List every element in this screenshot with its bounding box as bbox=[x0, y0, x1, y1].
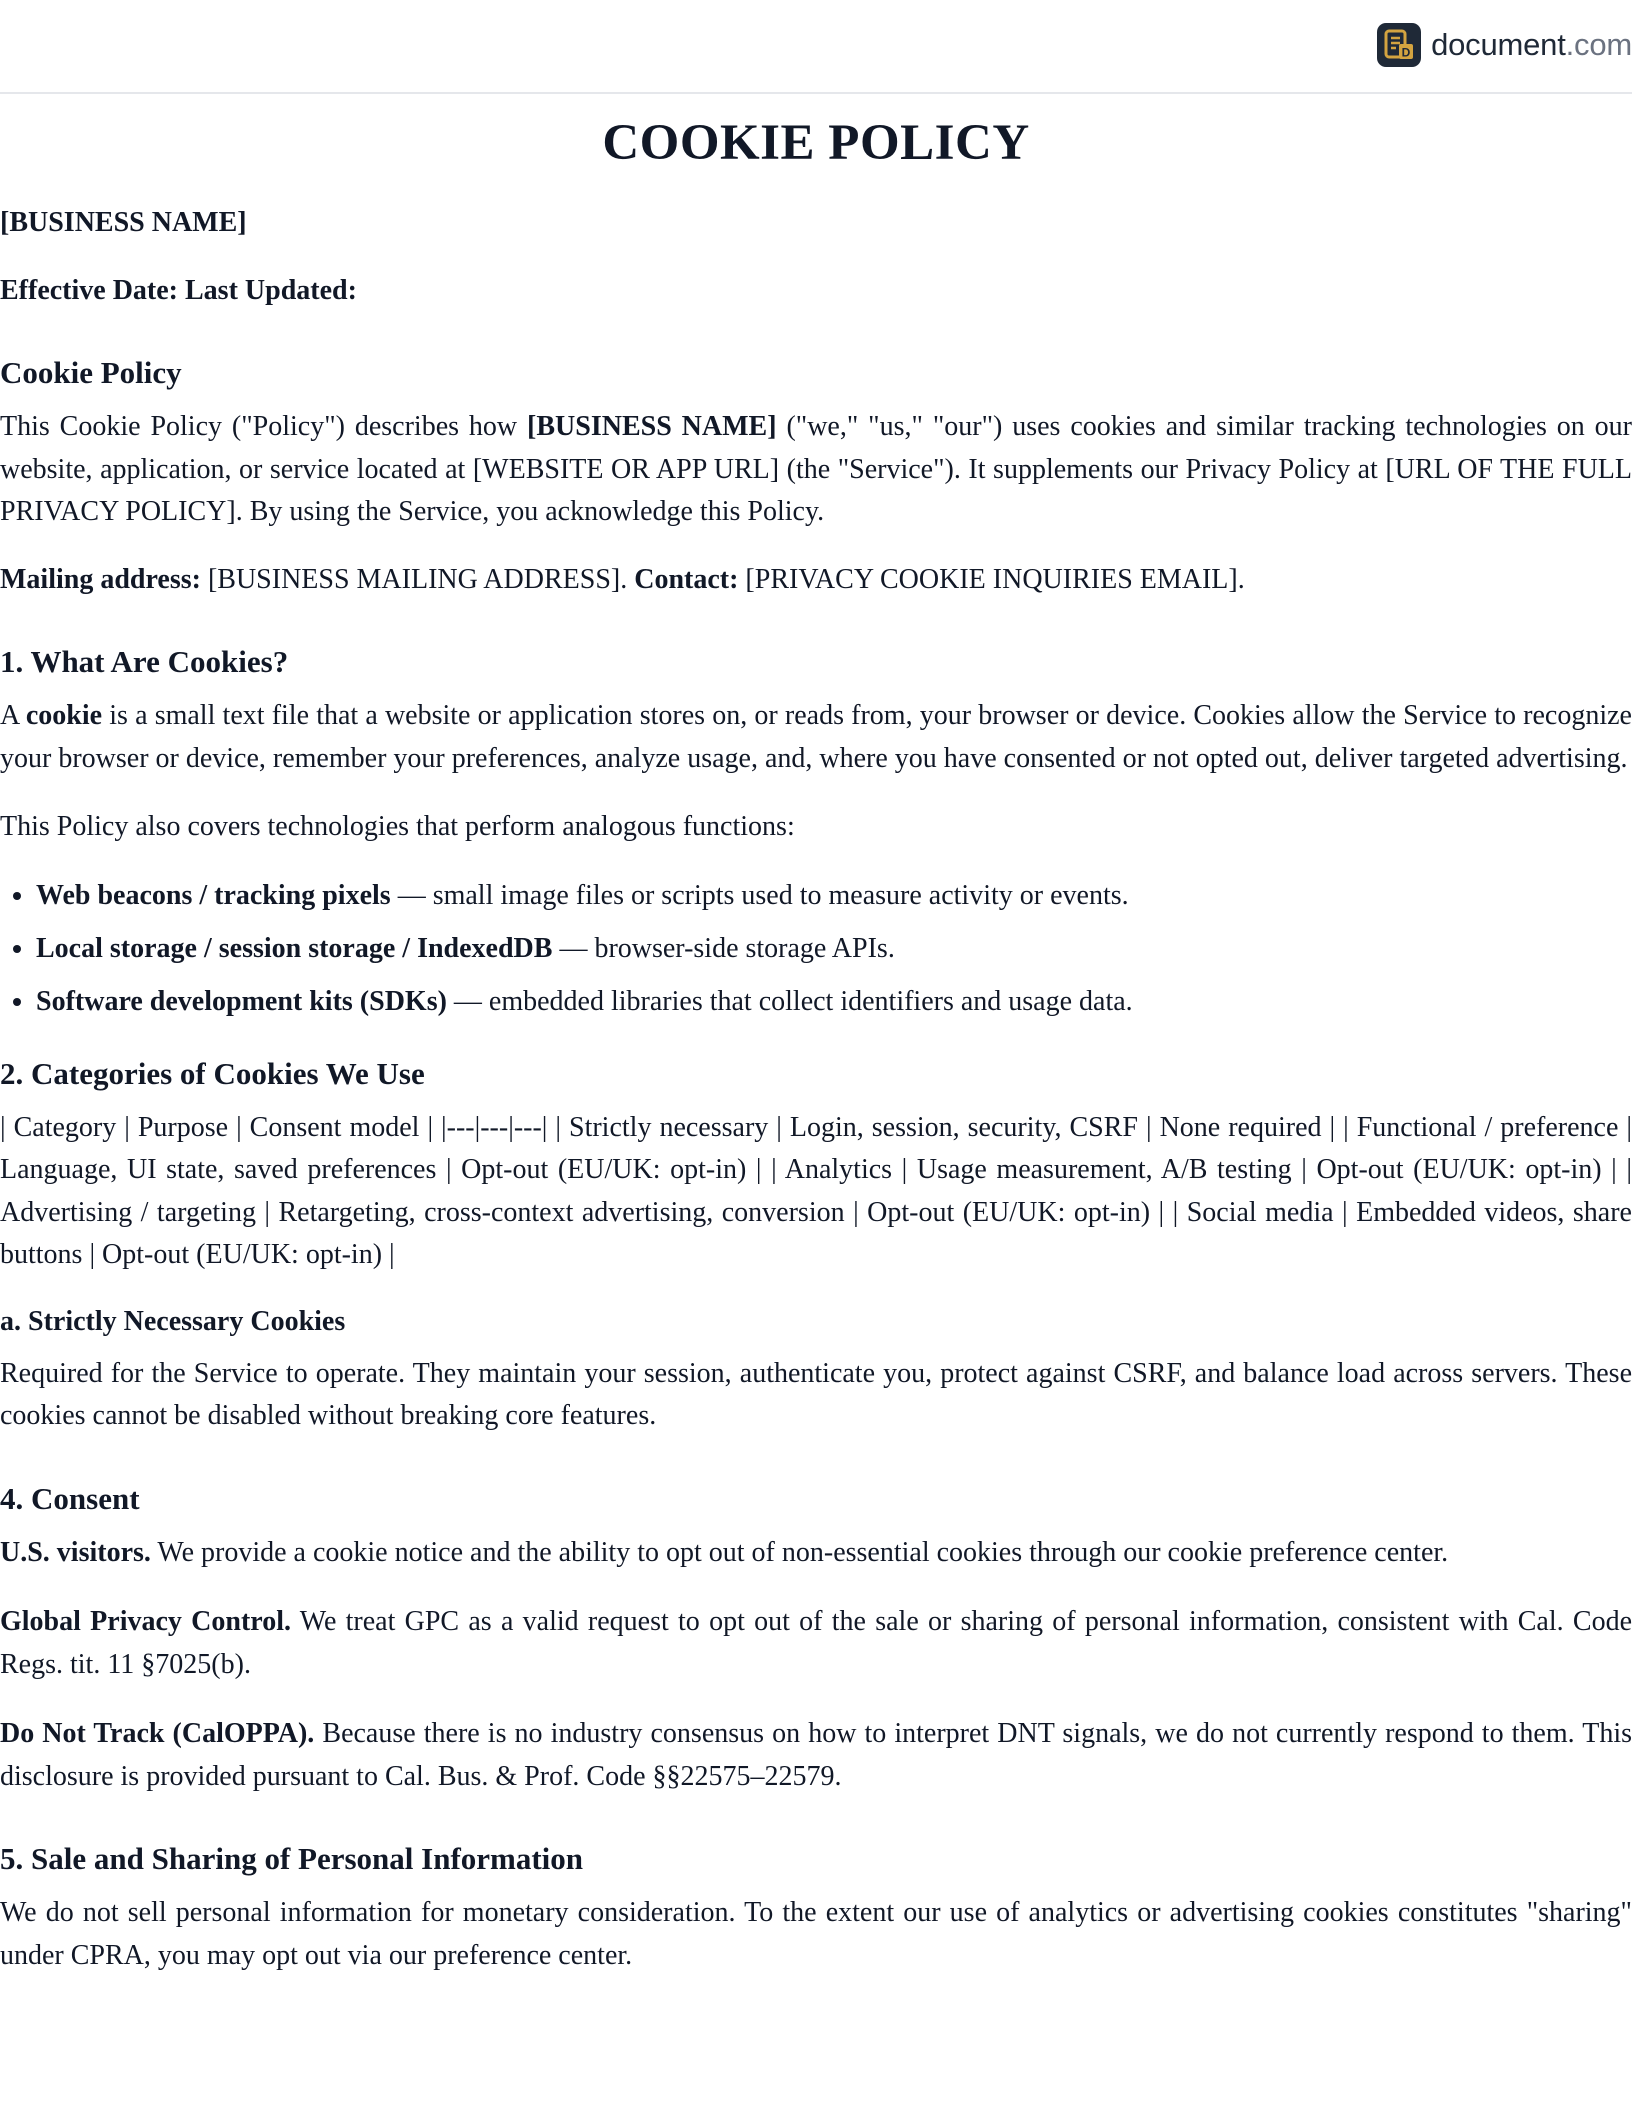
section-5-heading: 5. Sale and Sharing of Personal Information bbox=[0, 1841, 584, 1877]
contact-value: [PRIVACY COOKIE INQUIRIES EMAIL]. bbox=[738, 563, 1245, 595]
logo-brand: document bbox=[1431, 27, 1566, 62]
list-item-term: Web beacons / tracking pixels bbox=[36, 879, 391, 911]
intro-text-a: This Cookie Policy ("Policy") describes how bbox=[0, 411, 528, 443]
gpc-text: We treat GPC as a valid request to opt out of the sale or sharing of personal information, consistent with Cal. Code Regs. tit. 11 §7025(b). bbox=[0, 1606, 1632, 1680]
gpc-label: Global Privacy Control. bbox=[0, 1606, 291, 1638]
strictly-necessary-heading: a. Strictly Necessary Cookies bbox=[0, 1305, 346, 1337]
mailing-value: [BUSINESS MAILING ADDRESS]. bbox=[200, 563, 635, 595]
strictly-necessary-text: Required for the Service to operate. They maintain your session, authenticate you, protect against CSRF, and balance load across servers. These cookies cannot be disabled without breaking core features. bbox=[0, 1357, 1632, 1432]
logo-wordmark bbox=[1431, 27, 1632, 63]
dnt-paragraph bbox=[0, 1713, 1632, 1798]
document-title: COOKIE POLICY bbox=[602, 115, 1030, 171]
list-item bbox=[36, 928, 1632, 970]
categories-table-text: | Category | Purpose | Consent model | |---|---|---| | Strictly necessary | Login, session, security, CSRF | None required | | Functional / preference | Language, UI state, saved preferences | Opt-out (EU/UK: opt-in) | | Analytics | Usage measurement, A/B testing | Opt-out (EU/UK: opt-in) | | Advertising / targeting | Retargeting, cross-context advertising, conversion | Opt-out (EU/UK: opt-in) | | Social media | Embedded videos, share buttons | Opt-out (EU/UK: opt-in) | bbox=[0, 1111, 1632, 1271]
cookie-definition bbox=[0, 695, 1632, 780]
list-item-term: Software development kits (SDKs) bbox=[36, 985, 447, 1017]
dnt-text: Because there is no industry consensus on how to interpret DNT signals, we do not currently respond to them. This disclosure is provided pursuant to Cal. Bus. & Prof. Code §§22575–22579. bbox=[0, 1718, 1632, 1792]
section-4-heading: 4. Consent bbox=[0, 1480, 140, 1516]
top-bar bbox=[0, 0, 1632, 94]
svg-text:D: D bbox=[1401, 45, 1411, 60]
contact-label: Contact: bbox=[634, 563, 739, 595]
analogous-intro: This Policy also covers technologies that perform analogous functions: bbox=[0, 811, 795, 843]
us-visitors-label: U.S. visitors. bbox=[0, 1536, 151, 1568]
us-visitors-paragraph bbox=[0, 1532, 1632, 1575]
gpc-paragraph bbox=[0, 1601, 1632, 1686]
business-name: [BUSINESS NAME] bbox=[0, 207, 247, 239]
mailing-label: Mailing address: bbox=[0, 563, 201, 595]
section-1-heading: 1. What Are Cookies? bbox=[0, 644, 289, 680]
list-item-term: Local storage / session storage / IndexedDB bbox=[36, 932, 553, 964]
intro-text-c: ("we," "us," "our") uses cookies and similar tracking technologies on our website, application, or service located at [WEBSITE OR APP URL] (the "Service"). It supplements our Privacy Policy at [URL OF THE FULL PRIVACY POLICY]. By using the Service, you acknowledge this Policy. bbox=[0, 411, 1632, 528]
list-item bbox=[36, 981, 1632, 1023]
list-item-desc: — embedded libraries that collect identifiers and usage data. bbox=[446, 985, 1133, 1017]
section-2-heading: 2. Categories of Cookies We Use bbox=[0, 1055, 425, 1091]
document-body bbox=[0, 110, 1632, 1977]
def-text-a: A bbox=[0, 700, 26, 732]
us-visitors-text: We provide a cookie notice and the ability to opt out of non-essential cookies through our cookie preference center. bbox=[150, 1536, 1449, 1568]
technology-list bbox=[0, 875, 1632, 1023]
intro-heading: Cookie Policy bbox=[0, 355, 182, 391]
logo-tld: .com bbox=[1565, 27, 1632, 62]
list-item bbox=[36, 875, 1632, 917]
list-item-desc: — small image files or scripts used to measure activity or events. bbox=[390, 879, 1129, 911]
brand-logo[interactable] bbox=[1377, 23, 1632, 67]
contact-paragraph bbox=[0, 559, 1632, 602]
intro-paragraph bbox=[0, 406, 1632, 534]
intro-business-name: [BUSINESS NAME] bbox=[527, 411, 777, 443]
effective-date: Effective Date: Last Updated: bbox=[0, 275, 357, 307]
document-logo-icon bbox=[1377, 23, 1421, 67]
dnt-label: Do Not Track (CalOPPA). bbox=[0, 1718, 315, 1750]
sale-sharing-paragraph: We do not sell personal information for monetary consideration. To the extent our use of analytics or advertising cookies constitutes "sharing" under CPRA, you may opt out via our preference center. bbox=[0, 1897, 1632, 1971]
def-term: cookie bbox=[25, 700, 103, 732]
def-text-c: is a small text file that a website or application stores on, or reads from, your browser or device. Cookies allow the Service to recognize your browser or device, remember your preferences, analyze usage, and, where you have consented or not opted out, deliver targeted advertising. bbox=[0, 700, 1632, 774]
list-item-desc: — browser-side storage APIs. bbox=[552, 932, 895, 964]
